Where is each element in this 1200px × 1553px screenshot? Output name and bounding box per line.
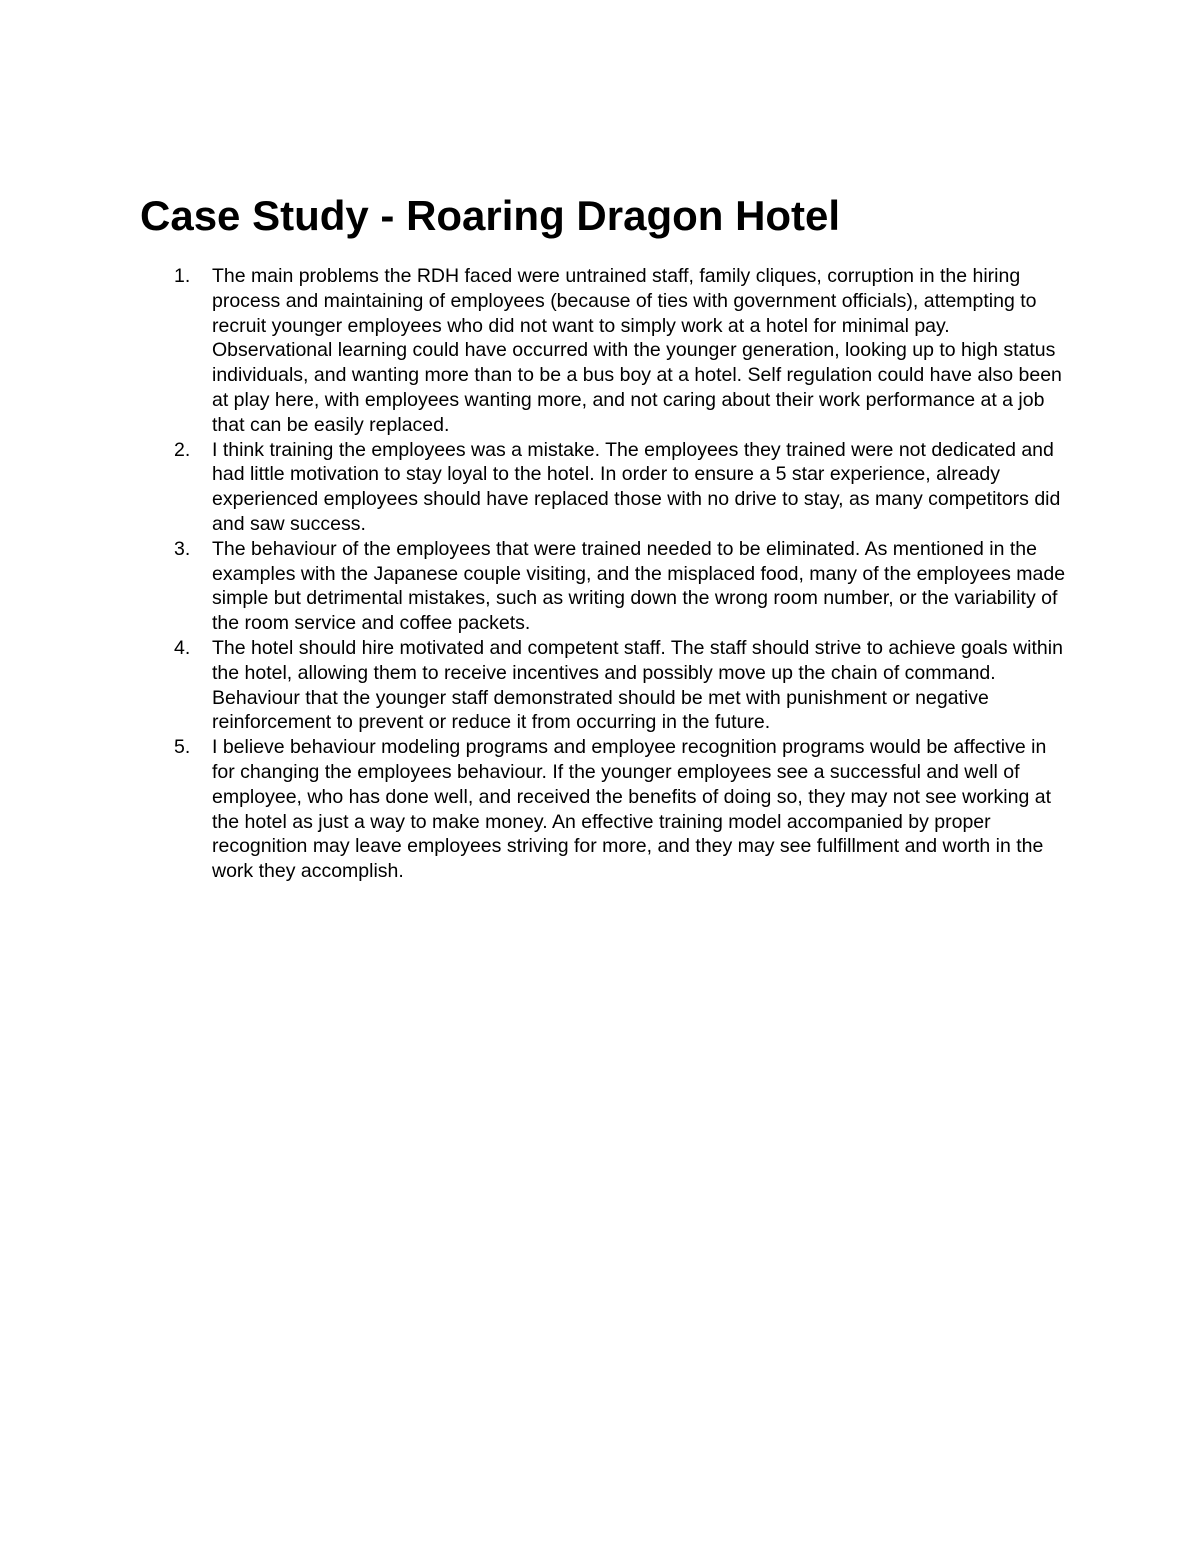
list-item-number: 5. (174, 736, 191, 759)
list-item-text: The main problems the RDH faced were untrained staff, family cliques, corruption in the hiring process and maintaining of employees (because of ties with government officials), attempting to recruit younger employees who did not want to simply work at a hotel for minimal pay. Observational learning could have occurred with the younger generation, looking up to high status individuals, and wanting more than to be a bus boy at a hotel. Self regulation could have also been at play here, with employees wanting more, and not caring about their work performance at a job that can be easily replaced. (212, 265, 1062, 436)
list-item (174, 438, 1070, 537)
list-item-number: 1. (174, 265, 191, 287)
list-item (174, 264, 1070, 438)
list-item (174, 735, 1070, 884)
list-item-number: 3. (174, 537, 191, 560)
list-item (174, 636, 1070, 735)
list-item-text: I think training the employees was a mistake. The employees they trained were not dedicated and had little motivation to stay loyal to the hotel. In order to ensure a 5 star experience, already experienced employees should have replaced those with no drive to stay, as many competitors did and saw success. (212, 438, 1061, 535)
document-title: Case Study - Roaring Dragon Hotel (140, 192, 841, 239)
list-item-text: I believe behaviour modeling programs and employee recognition programs would be affective in for changing the employees behaviour. If the younger employees see a successful and well of employee, who has done well, and received the benefits of doing so, they may not see working at the hotel as just a way to make money. An effective training model accompanied by proper recognition may leave employees striving for more, and they may see fulfillment and worth in the work they accomplish. (212, 736, 1052, 883)
list-item-number: 4. (174, 636, 191, 659)
numbered-list (174, 264, 1070, 884)
list-item-text: The hotel should hire motivated and competent staff. The staff should strive to achieve goals within the hotel, allowing them to receive incentives and possibly move up the chain of command. Behaviour that the younger staff demonstrated should be met with punishment or negative reinforcement to prevent or reduce it from occurring in the future. (212, 636, 1063, 734)
list-item-number: 2. (174, 438, 191, 461)
list-item-text: The behaviour of the employees that were trained needed to be eliminated. As mentioned in the examples with the Japanese couple visiting, and the misplaced food, many of the employees made simple but detrimental mistakes, such as writing down the wrong room number, or the variability of the room service and coffee packets. (212, 537, 1066, 635)
list-item (174, 537, 1070, 636)
